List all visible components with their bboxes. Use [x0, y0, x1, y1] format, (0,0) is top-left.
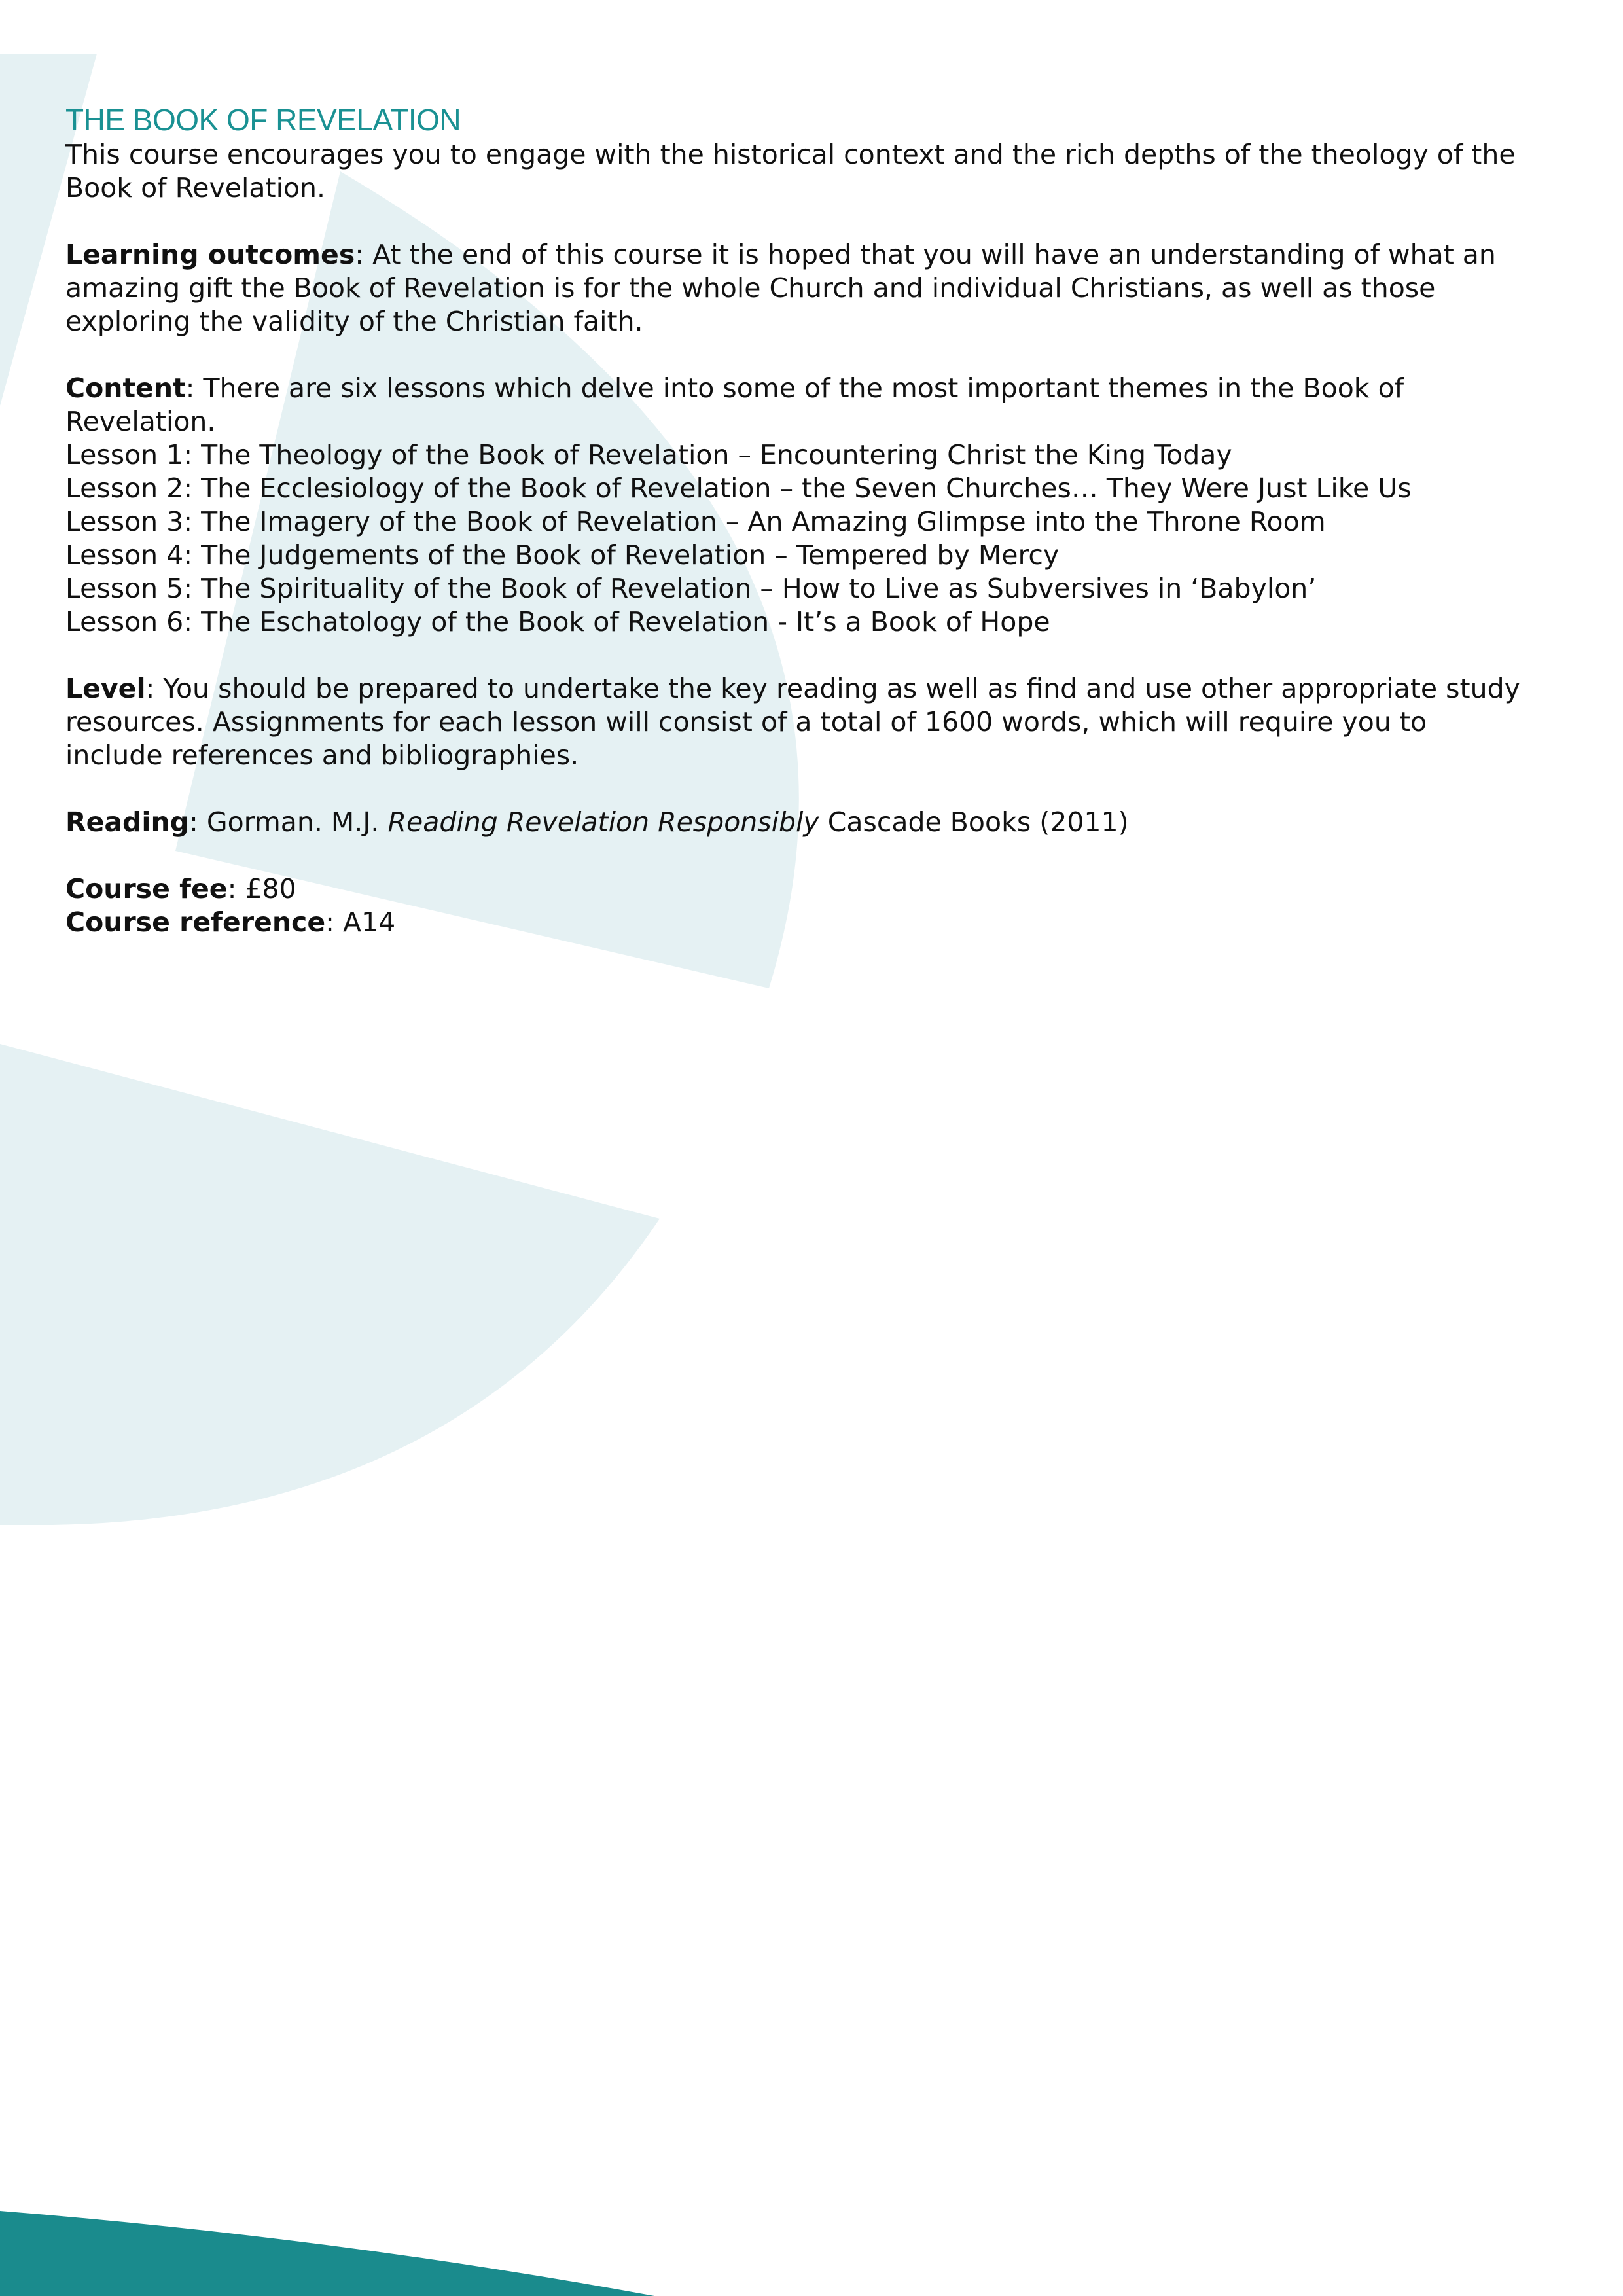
course-reference-value: : A14	[325, 906, 396, 938]
level-text: : You should be prepared to undertake the key reading as well as find and use other appropriate study resources. Assignments for each lesson will consist of a total of 1600 words, which will require you to include references and bibliographies.	[65, 673, 1520, 771]
content-label: Content	[65, 372, 186, 404]
course-fee-label: Course fee	[65, 873, 228, 905]
learning-outcomes-text: : At the end of this course it is hoped that you will have an understanding of what an amazing gift the Book of Revelation is for the whole Church and individual Christians, as well as those exploring the validity of the Christian faith.	[65, 239, 1496, 337]
footer-band	[0, 2211, 654, 2296]
level-section	[65, 672, 1525, 772]
course-details	[65, 872, 1525, 939]
reading-section	[65, 806, 1525, 839]
lesson-item: Lesson 6: The Eschatology of the Book of Revelation - It’s a Book of Hope	[65, 606, 1050, 637]
learning-outcomes	[65, 238, 1525, 338]
content-intro	[65, 372, 1525, 439]
reading-book-title: Reading Revelation Responsibly	[387, 806, 819, 838]
course-fee	[65, 872, 1525, 906]
course-reference	[65, 906, 1525, 939]
page-title: THE BOOK OF REVELATION	[65, 103, 461, 137]
course-fee-value: : £80	[227, 873, 296, 905]
circle-segment-lower	[0, 1044, 660, 1525]
learning-outcomes-label: Learning outcomes	[65, 239, 355, 270]
lesson-item: Lesson 3: The Imagery of the Book of Revelation – An Amazing Glimpse into the Throne Room	[65, 506, 1326, 537]
lesson-item: Lesson 2: The Ecclesiology of the Book of Revelation – the Seven Churches… They Were Just Like Us	[65, 473, 1412, 504]
reading-prefix: : Gorman. M.J.	[188, 806, 388, 838]
intro-paragraph: This course encourages you to engage with the historical context and the rich depths of the theology of the Book of Revelation.	[65, 139, 1516, 204]
lesson-item: Lesson 5: The Spirituality of the Book of Revelation – How to Live as Subversives in ‘Babylon’	[65, 573, 1317, 604]
reading-label: Reading	[65, 806, 189, 838]
content-text: : There are six lessons which delve into some of the most important themes in the Book of Revelation.	[65, 372, 1404, 437]
course-description	[65, 101, 1525, 939]
reading-suffix: Cascade Books (2011)	[819, 806, 1129, 838]
level-label: Level	[65, 673, 146, 704]
lesson-item: Lesson 4: The Judgements of the Book of Revelation – Tempered by Mercy	[65, 539, 1060, 571]
content-section	[65, 372, 1525, 639]
lesson-item: Lesson 1: The Theology of the Book of Revelation – Encountering Christ the King Today	[65, 439, 1232, 471]
course-reference-label: Course reference	[65, 906, 326, 938]
